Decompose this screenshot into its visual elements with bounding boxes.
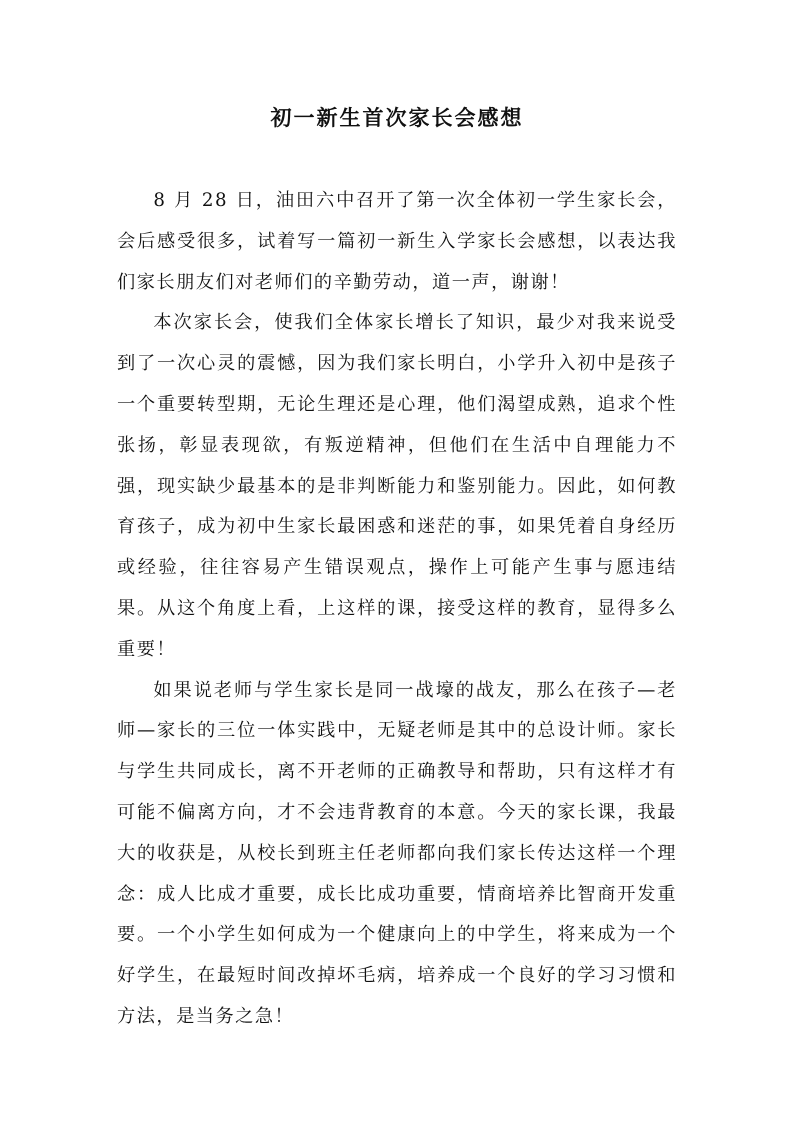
document-body (117, 181, 677, 1038)
paragraph-1: 8 月 28 日，油田六中召开了第一次全体初一学生家长会，会后感受很多，试着写一篇初一新生入学家长会感想，以表达我们家长朋友们对老师们的辛勤劳动，道一声，谢谢！ (117, 190, 677, 293)
paragraph-3: 如果说老师与学生家长是同一战壕的战友，那么在孩子—老师—家长的三位一体实践中，无疑老师是其中的总设计师。家长与学生共同成长，离不开老师的正确教导和帮助，只有这样才有可能不偏离方向，才不会违背教育的本意。今天的家长课，我最大的收获是，从校长到班主任老师都向我们家长传达这样一个理念：成人比成才重要，成长比成功重要，情商培养比智商开发重要。一个小学生如何成为一个健康向上的中学生，将来成为一个好学生，在最短时间改掉坏毛病，培养成一个良好的学习习惯和方法，是当务之急！ (117, 679, 677, 1027)
document-title: 初一新生首次家长会感想 (270, 105, 524, 130)
paragraph-2: 本次家长会，使我们全体家长增长了知识，最少对我来说受到了一次心灵的震憾，因为我们家长明白，小学升入初中是孩子一个重要转型期，无论生理还是心理，他们渴望成熟，追求个性张扬，彰显表现欲，有叛逆精神，但他们在生活中自理能力不强，现实缺少最基本的是非判断能力和鉴别能力。因此，如何教育孩子，成为初中生家长最困惑和迷茫的事，如果凭着自身经历或经验，往往容易产生错误观点，操作上可能产生事与愿违结果。从这个角度上看，上这样的课，接受这样的教育，显得多么重要！ (117, 312, 677, 660)
